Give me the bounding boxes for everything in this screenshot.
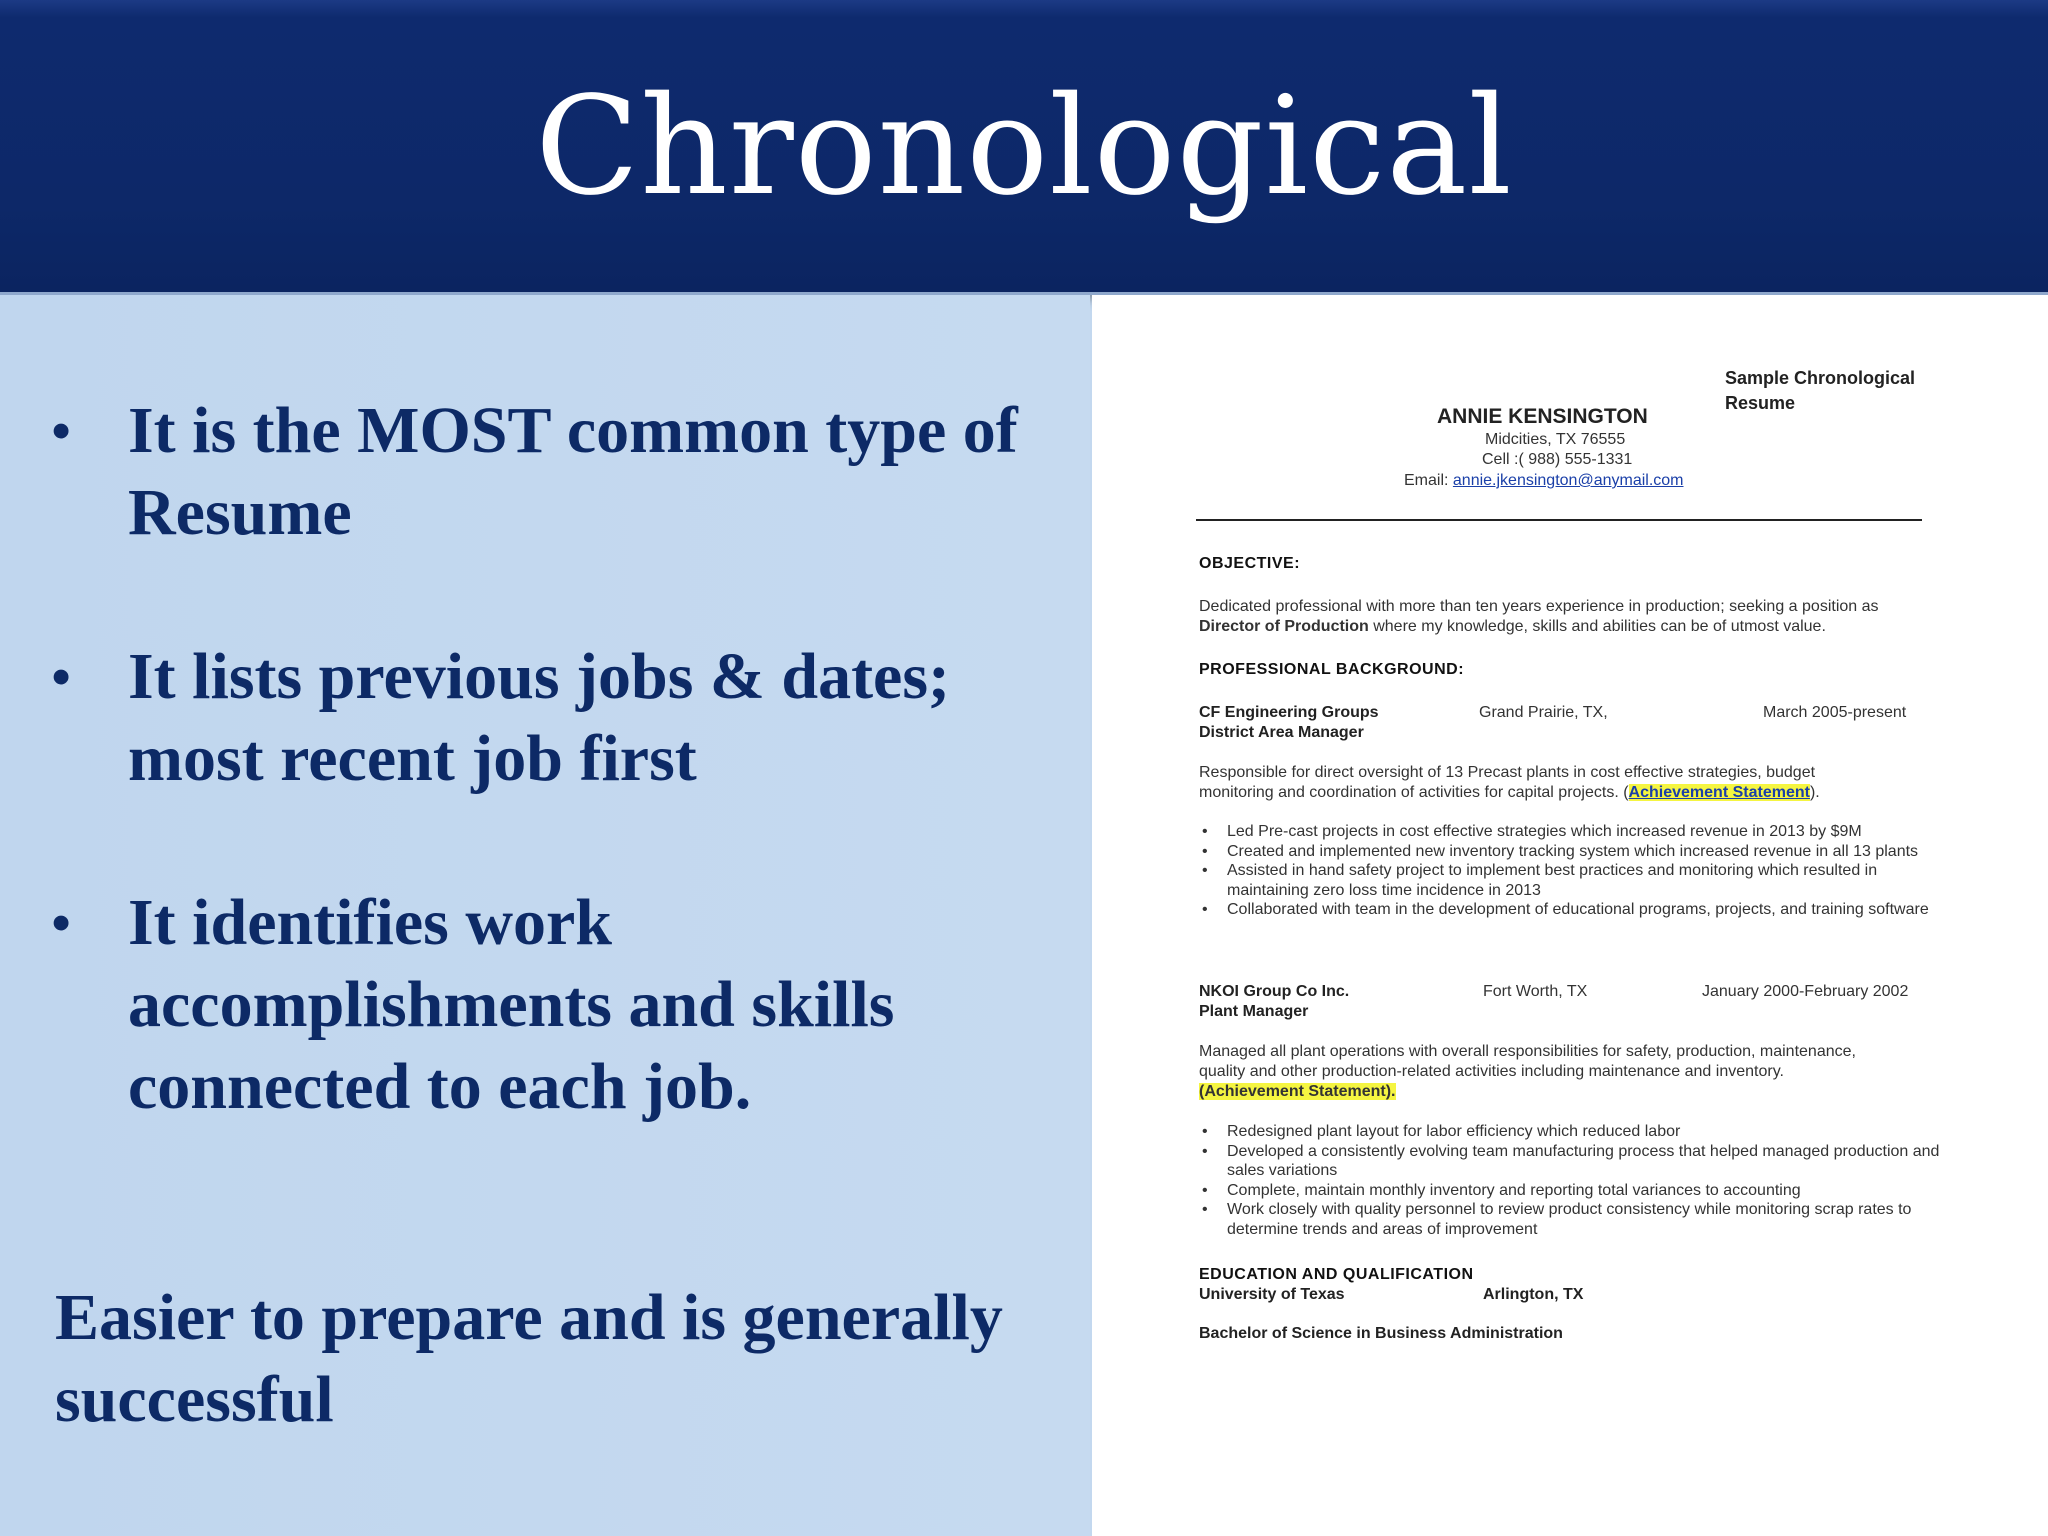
job-company: NKOI Group Co Inc. [1199,983,1350,1000]
bullet-line: most recent job first [128,722,697,795]
education-heading: EDUCATION AND QUALIFICATION [1199,1266,1474,1283]
email-link[interactable]: annie.jkensington@anymail.com [1452,472,1684,489]
sample-resume-image [1092,295,2048,1536]
bullet-line: Resume [128,476,352,549]
job-title: Plant Manager [1199,1003,1309,1020]
bullet-dot: • [52,648,71,706]
bullet-line: connected to each job. [128,1050,752,1123]
job-bullet-list [1199,1122,1947,1239]
job-title: District Area Manager [1199,724,1364,741]
list-item: • Led Pre-cast projects in cost effective strategies which increased revenue in 2013 by $9M [1199,822,1947,842]
list-item: • Complete, maintain monthly inventory and reporting total variances to accounting [1199,1181,1947,1201]
slide-title: Chronological [535,68,1513,226]
list-item: • Developed a consistently evolving team manufacturing process that helped managed production and sales variations [1199,1142,1947,1181]
list-item: • Collaborated with team in the development of educational programs, projects, and training software [1199,900,1947,920]
email-label: Email: [1404,472,1449,489]
job-bullet-list [1199,822,1947,920]
footer-line: successful [55,1363,334,1436]
list-item: • Work closely with quality personnel to review product consistency while monitoring scrap rates to determine trends and areas of improvement [1199,1200,1947,1239]
list-item: • Created and implemented new inventory tracking system which increased revenue in all 13 plants [1199,842,1947,862]
objective-line: Dedicated professional with more than ten years experience in production; seeking a position as [1199,598,1879,615]
bullet-item [48,390,1078,554]
objective-line [1199,617,1939,637]
bullet-dot: • [52,402,71,460]
list-item: • Assisted in hand safety project to implement best practices and monitoring which resulted in maintaining zero loss time incidence in 2013 [1199,861,1947,900]
bullet-dot: • [52,894,71,952]
job-desc-text: monitoring and coordination of activities for capital projects. ( [1199,784,1629,801]
job-desc-line: Responsible for direct oversight of 13 Precast plants in cost effective strategies, budget [1199,764,1816,781]
divider [1196,519,1922,521]
job-location: Grand Prairie, TX, [1479,704,1608,721]
objective-role: Director of Production [1199,618,1369,635]
footer-line: Easier to prepare and is generally [55,1281,1003,1354]
job-company: CF Engineering Groups [1199,704,1379,721]
footer-statement [55,1277,1085,1441]
resume-email-row [1404,472,1684,490]
university: University of Texas [1199,1286,1345,1303]
resume-address: Midcities, TX 76555 [1485,431,1626,448]
bullet-item [48,882,1078,1128]
job-desc-line: Managed all plant operations with overall responsibilities for safety, production, maintenance, [1199,1043,1856,1060]
university-location: Arlington, TX [1483,1286,1584,1303]
bullet-item [48,636,1078,800]
job-desc-line [1199,1082,1939,1102]
bullet-list [48,390,1078,1210]
job-location: Fort Worth, TX [1483,983,1588,1000]
job-description [1199,763,1939,803]
bullet-line: It is the MOST common type of [128,394,1018,467]
job-dates: January 2000-February 2002 [1702,983,1909,1000]
list-item: • Redesigned plant layout for labor efficiency which reduced labor [1199,1122,1947,1142]
objective-rest: where my knowledge, skills and abilities can be of utmost value. [1368,618,1826,635]
job-dates: March 2005-present [1763,704,1907,721]
resume-cell: Cell :( 988) 555-1331 [1482,451,1633,468]
objective-heading: OBJECTIVE: [1199,555,1301,572]
job-desc-end: ). [1809,784,1820,801]
bullet-line: It identifies work [128,886,612,959]
sample-label: Sample Chronological [1725,368,1916,388]
title-bar [0,0,2048,295]
job-desc-line: quality and other production-related activities including maintenance and inventory. [1199,1063,1784,1080]
objective-text [1199,597,1939,637]
achievement-statement: Achievement Statement [1628,784,1810,801]
degree: Bachelor of Science in Business Administration [1199,1325,1563,1342]
sample-label: Resume [1725,393,1796,413]
bullet-line: accomplishments and skills [128,968,895,1041]
bullet-line: It lists previous jobs & dates; [128,640,951,713]
achievement-statement: (Achievement Statement). [1199,1083,1396,1100]
job-desc-line [1199,783,1939,803]
job-description [1199,1042,1939,1102]
resume-name: ANNIE KENSINGTON [1437,405,1648,428]
background-heading: PROFESSIONAL BACKGROUND: [1199,661,1465,678]
